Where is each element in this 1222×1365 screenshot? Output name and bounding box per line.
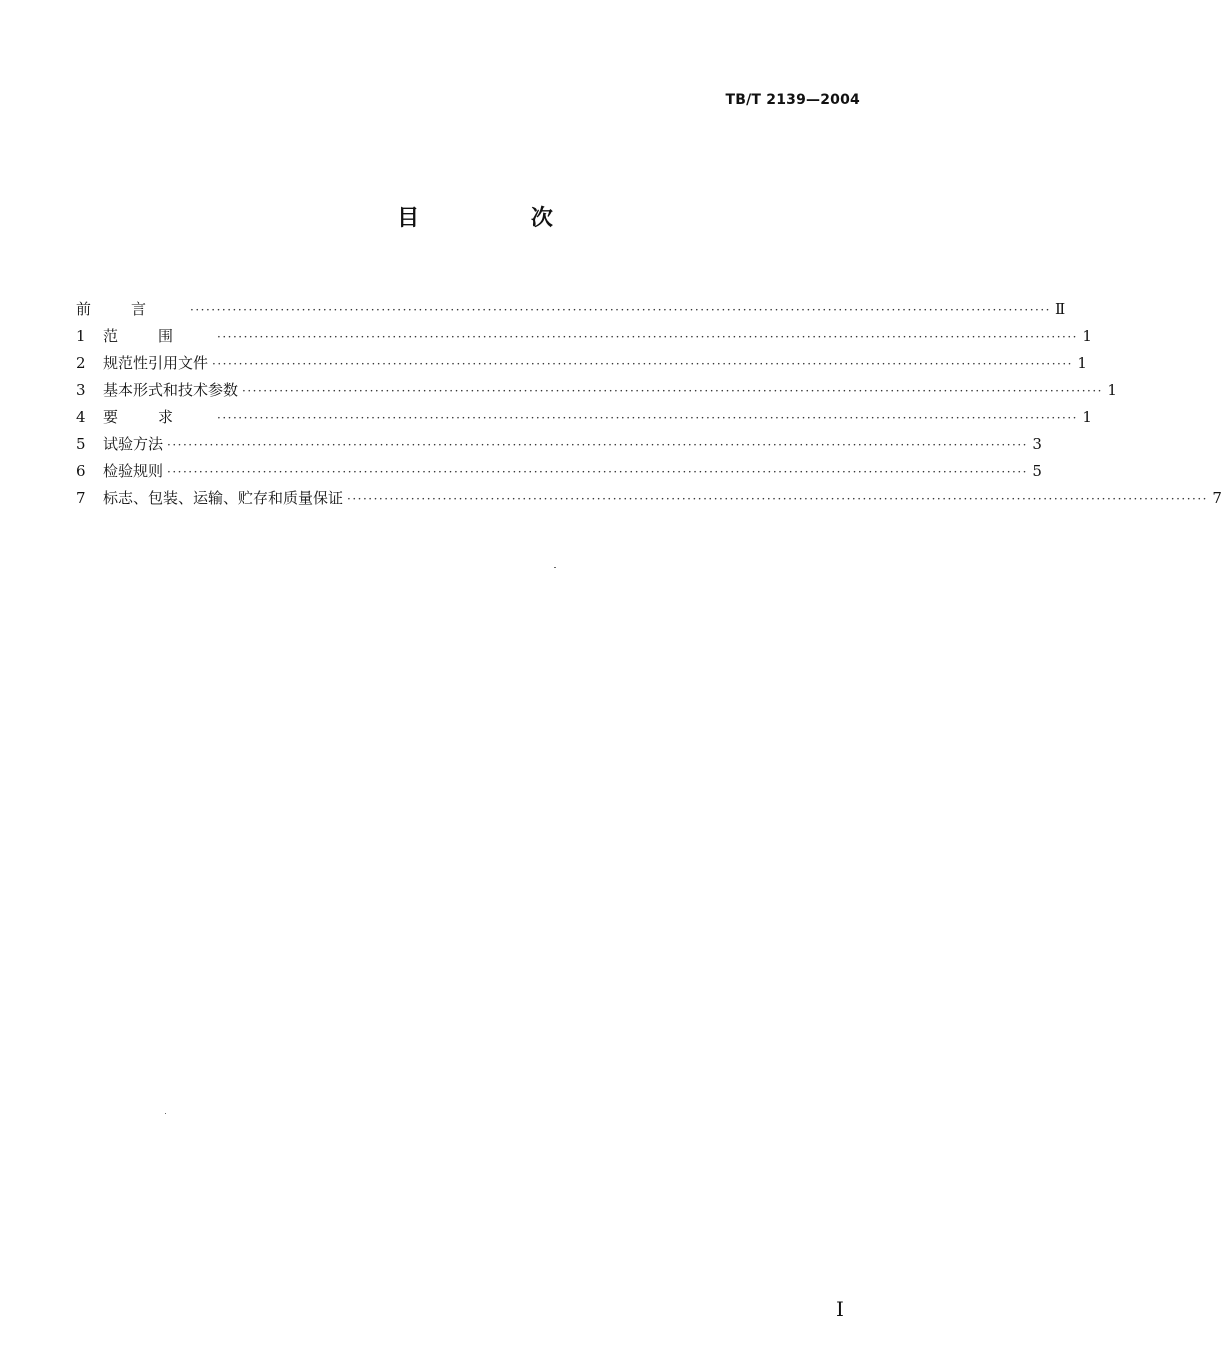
toc-entry-page: 1 bbox=[1082, 408, 1092, 426]
toc-entry-label: 前言 bbox=[76, 300, 187, 318]
toc-entry-label: 基本形式和技术参数 bbox=[103, 381, 239, 399]
toc-leader-dots: ·································································································································································· bbox=[347, 492, 1208, 506]
toc-leader-dots: ·································································································································································· bbox=[190, 303, 1051, 317]
page-number: I bbox=[836, 1297, 844, 1321]
page-title: 目 次 bbox=[397, 206, 605, 231]
toc-entry-foreword[interactable] bbox=[76, 298, 1066, 325]
toc-entry-page: 7 bbox=[1212, 489, 1222, 507]
toc-entry-number: 7 bbox=[76, 489, 86, 507]
toc-entry-number: 6 bbox=[76, 462, 86, 480]
standard-code: TB/T 2139—2004 bbox=[725, 92, 860, 108]
toc-entry-number: 1 bbox=[76, 327, 86, 345]
toc-entry-label: 规范性引用文件 bbox=[103, 354, 209, 372]
toc-entry-6[interactable] bbox=[76, 460, 1042, 487]
toc-leader-dots: ·································································································································································· bbox=[167, 465, 1028, 479]
toc-entry-label: 标志、包装、运输、贮存和质量保证 bbox=[103, 489, 344, 507]
toc-entry-number: 2 bbox=[76, 354, 86, 372]
toc-leader-dots: ·································································································································································· bbox=[242, 384, 1103, 398]
toc-entry-page: 1 bbox=[1082, 327, 1092, 345]
toc-entry-5[interactable] bbox=[76, 433, 1042, 460]
toc-entry-page: 3 bbox=[1032, 435, 1042, 453]
toc-entry-1[interactable] bbox=[76, 325, 1092, 352]
toc-entry-label: 试验方法 bbox=[103, 435, 164, 453]
toc-entry-page: Ⅱ bbox=[1054, 300, 1066, 318]
toc-leader-dots: ·································································································································································· bbox=[217, 411, 1078, 425]
toc-entry-page: 1 bbox=[1107, 381, 1117, 399]
table-of-contents bbox=[76, 298, 1222, 514]
toc-leader-dots: ·································································································································································· bbox=[217, 330, 1078, 344]
toc-entry-4[interactable] bbox=[76, 406, 1092, 433]
toc-entry-label: 检验规则 bbox=[103, 462, 164, 480]
toc-leader-dots: ·································································································································································· bbox=[167, 438, 1028, 452]
toc-leader-dots: ·································································································································································· bbox=[212, 357, 1073, 371]
toc-entry-label: 范围 bbox=[103, 327, 214, 345]
toc-entry-number: 5 bbox=[76, 435, 86, 453]
toc-entry-2[interactable] bbox=[76, 352, 1087, 379]
toc-entry-page: 5 bbox=[1032, 462, 1042, 480]
toc-entry-7[interactable] bbox=[76, 487, 1222, 514]
toc-entry-page: 1 bbox=[1077, 354, 1087, 372]
toc-entry-3[interactable] bbox=[76, 379, 1117, 406]
toc-entry-number: 3 bbox=[76, 381, 86, 399]
scan-speck bbox=[554, 567, 556, 568]
toc-entry-number: 4 bbox=[76, 408, 86, 426]
toc-entry-label: 要求 bbox=[103, 408, 214, 426]
scan-speck bbox=[165, 1113, 166, 1114]
